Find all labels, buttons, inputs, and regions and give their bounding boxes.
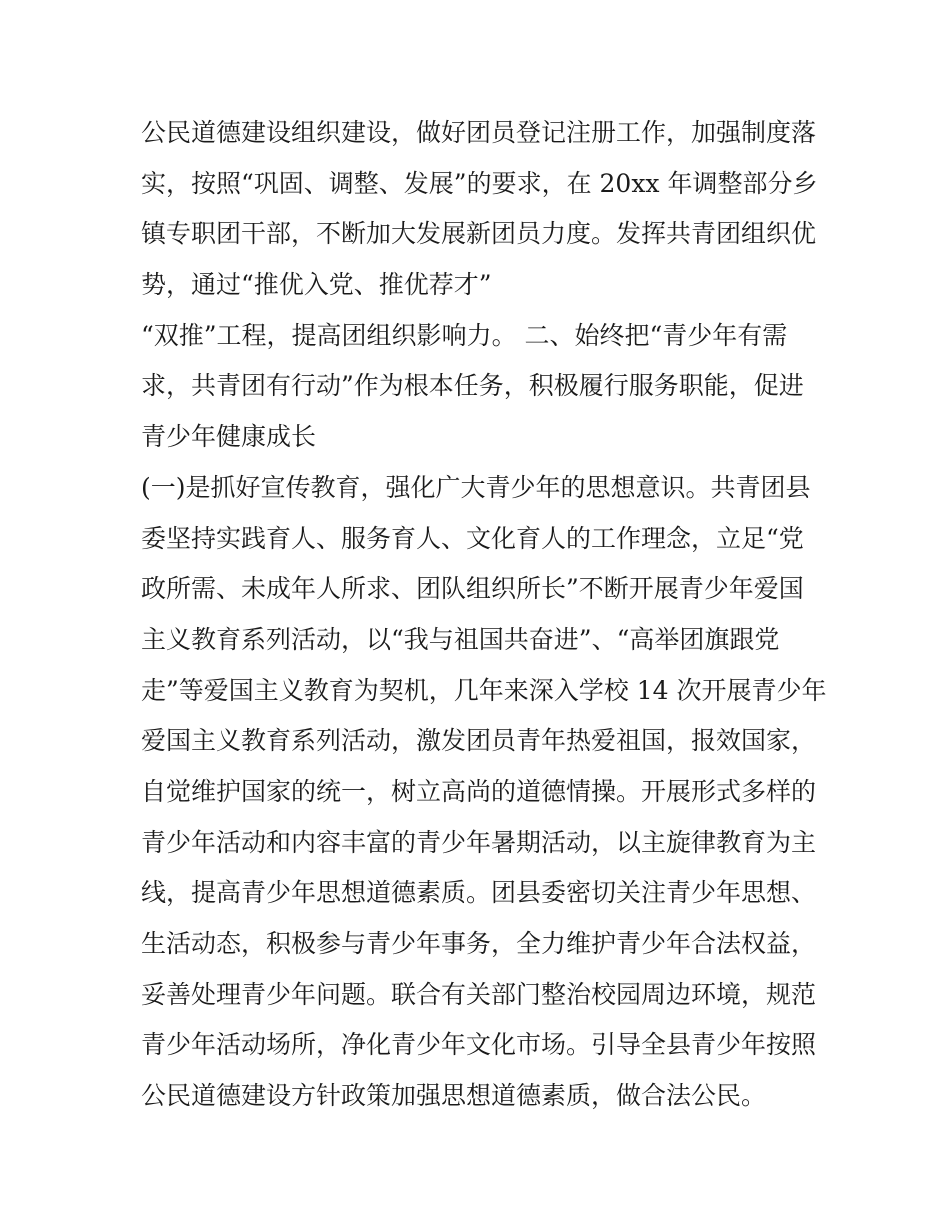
text-line: 自觉维护国家的统一，树立高尚的道德情操。开展形式多样的: [141, 776, 817, 806]
text-line: 实，按照“巩固、调整、发展”的要求，在 20xx 年调整部分乡: [141, 168, 818, 198]
text-line: 公民道德建设方针政策加强思想道德素质，做合法公民。: [141, 1081, 767, 1111]
text-line: (一)是抓好宣传教育，强化广大青少年的思想意识。共青团县: [141, 472, 811, 502]
text-line: 公民道德建设组织建设，做好团员登记注册工作，加强制度落: [141, 118, 817, 147]
text-line: 政所需、未成年人所求、团队组织所长”不断开展青少年爱国: [141, 574, 804, 604]
text-line: 镇专职团干部，不断加大发展新团员力度。发挥共青团组织优: [141, 219, 817, 249]
text-line: 委坚持实践育人、服务育人、文化育人的工作理念，立足“党: [141, 523, 804, 553]
text-line: 青少年活动场所，净化青少年文化市场。引导全县青少年按照: [141, 1030, 817, 1060]
text-line: 妥善处理青少年问题。联合有关部门整治校园周边环境，规范: [141, 979, 817, 1009]
text-line: 主义教育系列活动，以“我与祖国共奋进”、“高举团旗跟党: [141, 624, 780, 654]
text-line: 生活动态，积极参与青少年事务，全力维护青少年合法权益，: [141, 929, 817, 958]
text-line: 势，通过“推优入党、推优荐才”: [141, 270, 492, 300]
text-line: 求，共青团有行动”作为根本任务，积极履行服务职能，促进: [141, 371, 804, 401]
text-line: 爱国主义教育系列活动，激发团员青年热爱祖国，报效国家，: [141, 726, 817, 756]
text-line: 线，提高青少年思想道德素质。团县委密切关注青少年思想、: [141, 878, 817, 908]
text-line: 青少年活动和内容丰富的青少年暑期活动，以主旋律教育为主: [141, 827, 817, 857]
body-text: [141, 108, 827, 1122]
text-line: 走”等爱国主义教育为契机，几年来深入学校 14 次开展青少年: [141, 675, 827, 705]
text-line: “双推”工程，提高团组织影响力。 二、始终把“青少年有需: [141, 320, 788, 350]
text-line: 青少年健康成长: [141, 422, 317, 452]
